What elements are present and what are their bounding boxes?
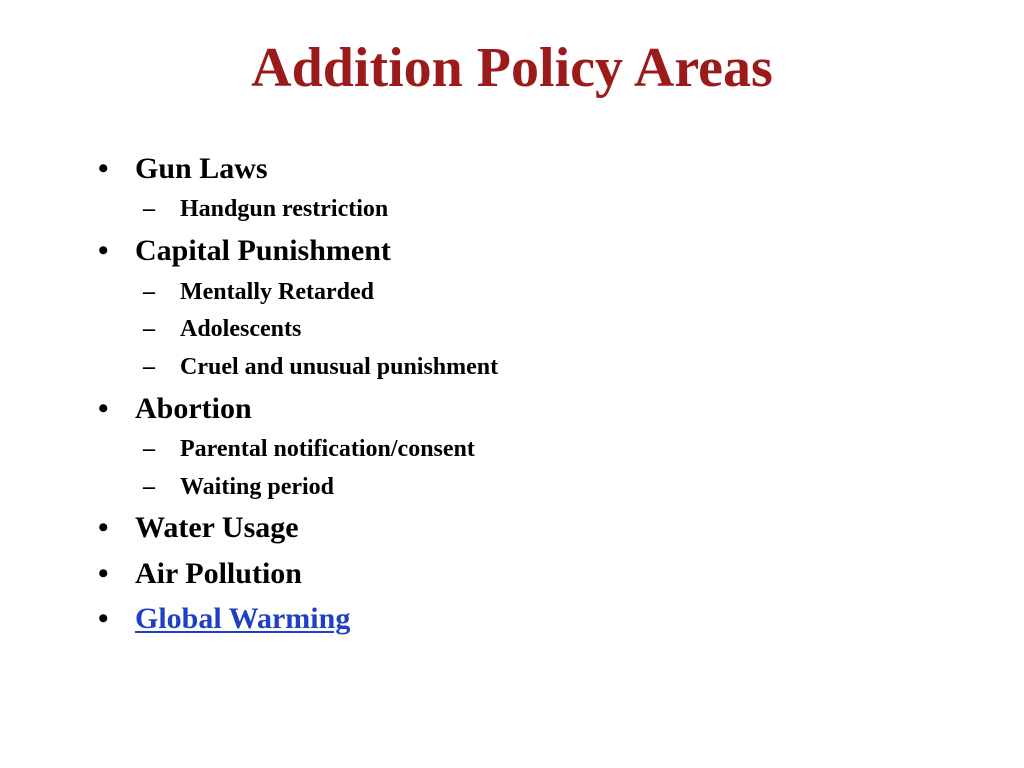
bullet-icon: • (98, 152, 109, 185)
bullet-icon: • (98, 557, 109, 590)
sub-bullet-adolescents (143, 314, 301, 344)
bullet-water-usage (98, 510, 299, 546)
slide-title: Addition Policy Areas (251, 37, 773, 99)
sub-bullet-label: Handgun restriction (180, 196, 389, 222)
bullet-icon: • (98, 392, 109, 425)
sub-bullet-parental-notification (143, 434, 475, 464)
bullet-global-warming (98, 601, 350, 637)
bullet-label: Air Pollution (135, 557, 302, 590)
global-warming-link[interactable]: Global Warming (135, 602, 351, 635)
bullet-label: Abortion (135, 392, 252, 425)
dash-icon: – (143, 474, 155, 500)
dash-icon: – (143, 316, 155, 342)
sub-bullet-label: Parental notification/consent (180, 436, 475, 462)
bullet-capital-punishment (98, 233, 391, 269)
bullet-label: Capital Punishment (135, 234, 391, 267)
bullet-icon: • (98, 602, 109, 635)
sub-bullet-label: Mentally Retarded (180, 279, 374, 305)
dash-icon: – (143, 279, 155, 305)
bullet-abortion (98, 391, 252, 427)
dash-icon: – (143, 196, 155, 222)
sub-bullet-label: Waiting period (180, 474, 335, 500)
bullet-icon: • (98, 511, 109, 544)
bullet-air-pollution (98, 556, 302, 592)
sub-bullet-cruel-and-unusual-punishment (143, 352, 498, 382)
bullet-icon: • (98, 234, 109, 267)
bullet-gun-laws (98, 151, 268, 187)
sub-bullet-mentally-retarded (143, 277, 374, 307)
bullet-label: Water Usage (135, 511, 299, 544)
bullet-label: Gun Laws (135, 152, 268, 185)
sub-bullet-label: Adolescents (180, 316, 302, 342)
dash-icon: – (143, 436, 155, 462)
sub-bullet-label: Cruel and unusual punishment (180, 354, 499, 380)
sub-bullet-waiting-period (143, 472, 334, 502)
dash-icon: – (143, 354, 155, 380)
sub-bullet-handgun-restriction (143, 194, 388, 224)
